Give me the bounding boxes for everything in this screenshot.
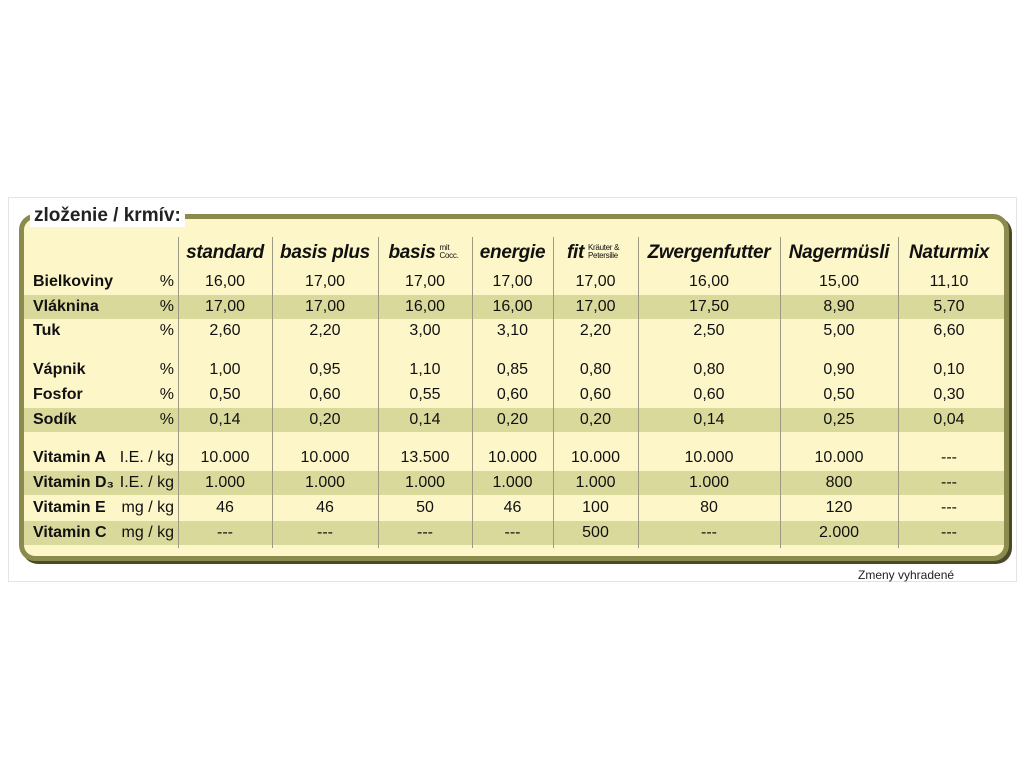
row-unit: % (159, 273, 174, 290)
table-cell: 8,90 (823, 298, 855, 315)
table-cell: 17,00 (575, 298, 616, 315)
table-cell: 17,00 (404, 273, 446, 290)
table-cell: 5,00 (823, 322, 855, 339)
column-header-note: mit Cocc. (439, 243, 459, 260)
row-label: Sodík (33, 411, 77, 428)
column-header-label: Naturmix (909, 242, 989, 263)
table-cell: 120 (825, 499, 853, 516)
table-cell: 15,00 (818, 273, 860, 290)
table-cell: 0,60 (693, 386, 725, 403)
row-label: Vitamin A (33, 449, 106, 466)
table-cell: --- (417, 524, 433, 541)
row-label: Vláknina (33, 298, 99, 315)
table-cell: 17,50 (688, 298, 730, 315)
table-cell: 1,00 (209, 361, 241, 378)
table-cell: 0,20 (579, 411, 612, 428)
table-cell: 1,10 (409, 361, 441, 378)
row-unit: % (159, 361, 174, 378)
table-cell: 10.000 (684, 449, 734, 466)
table-cell: 0,30 (933, 386, 965, 403)
row-unit: % (159, 298, 174, 315)
column-header (272, 237, 378, 269)
table-cell: 800 (825, 474, 853, 491)
table-cell: 2,50 (693, 322, 725, 339)
table-cell: 1.000 (404, 474, 446, 491)
row-unit: % (159, 386, 174, 403)
table-cell: 11,10 (929, 273, 969, 290)
row-unit: % (159, 411, 174, 428)
table-cell: 0,50 (209, 386, 241, 403)
column-header-note: Kräuter & Petersilie (588, 243, 620, 260)
column-header (553, 237, 638, 269)
table-cell: 3,00 (409, 322, 441, 339)
table-cell: 0,55 (409, 386, 441, 403)
table-cell: 0,04 (933, 411, 965, 428)
table-cell: 80 (700, 499, 718, 516)
table-cell: 3,10 (496, 322, 529, 339)
table-cell: 5,70 (933, 298, 965, 315)
row-unit: I.E. / kg (119, 449, 174, 466)
table-cell: 2,20 (309, 322, 341, 339)
table-cell: 0,25 (823, 411, 855, 428)
table-cell: 17,00 (492, 273, 533, 290)
table-title: zloženie / krmív: (30, 205, 185, 227)
table-cell: 17,00 (304, 273, 346, 290)
table-cell: 10.000 (200, 449, 250, 466)
table-cell: 2,20 (579, 322, 612, 339)
row-label: Tuk (33, 322, 61, 339)
column-header (178, 237, 272, 269)
table-cell: 0,10 (933, 361, 965, 378)
table-cell: 10.000 (814, 449, 864, 466)
row-label: Bielkoviny (33, 273, 114, 290)
table-cell: 100 (582, 499, 609, 516)
table-cell: 10.000 (571, 449, 620, 466)
row-unit: % (159, 322, 174, 339)
row-label: Vitamin C (33, 524, 107, 541)
row-unit: I.E. / kg (119, 474, 174, 491)
table-cell: --- (941, 524, 957, 541)
table-cell: 16,00 (492, 298, 533, 315)
row-label: Vápnik (33, 361, 86, 378)
table-cell: --- (317, 524, 333, 541)
table-cell: 46 (503, 499, 522, 516)
table-cell: 17,00 (204, 298, 246, 315)
table-cell: 0,50 (823, 386, 855, 403)
table-cell: 46 (316, 499, 334, 516)
table-cell: 0,95 (309, 361, 341, 378)
table-cell: --- (504, 524, 521, 541)
table-cell: 17,00 (575, 273, 616, 290)
table-cell: --- (701, 524, 717, 541)
column-header-label: basis plus (280, 242, 370, 263)
row-unit: mg / kg (121, 499, 174, 516)
table-cell: 0,20 (496, 411, 529, 428)
column-header (472, 237, 553, 269)
column-header (780, 237, 898, 269)
table-cell: --- (941, 449, 957, 466)
table-cell: --- (941, 474, 957, 491)
row-label: Fosfor (33, 386, 83, 403)
table-cell: 0,60 (309, 386, 341, 403)
footnote: Zmeny vyhradené (858, 568, 955, 582)
table-cell: 0,14 (209, 411, 241, 428)
table-cell: 0,85 (496, 361, 529, 378)
table-cell: 16,00 (404, 298, 446, 315)
table-cell: 50 (416, 499, 434, 516)
row-unit: mg / kg (121, 524, 174, 541)
table-cell: 0,90 (823, 361, 855, 378)
table-cell: 16,00 (688, 273, 730, 290)
table-cell: 500 (582, 524, 609, 541)
table-cell: 0,60 (496, 386, 529, 403)
column-header-label: Nagermüsli (788, 242, 890, 263)
table-cell: --- (941, 499, 957, 516)
table-cell: 46 (216, 499, 234, 516)
table-cell: 2.000 (818, 524, 860, 541)
column-header (638, 237, 780, 269)
table-cell: 17,00 (304, 298, 346, 315)
table-cell: 1.000 (204, 474, 246, 491)
table-cell: 13.500 (400, 449, 450, 466)
table-cell: 2,60 (209, 322, 241, 339)
column-header-label: standard (186, 242, 264, 263)
table-cell: 0,80 (693, 361, 725, 378)
table-cell: 10.000 (300, 449, 350, 466)
column-header (378, 237, 472, 269)
table-cell: 6,60 (933, 322, 965, 339)
table-cell: 1.000 (575, 474, 616, 491)
column-header-label: basis (388, 242, 436, 263)
table-cell: 1.000 (492, 474, 533, 491)
table-cell: 0,80 (579, 361, 612, 378)
table-cell: 1.000 (688, 474, 730, 491)
column-header-label: Zwergenfutter (647, 242, 771, 263)
row-label: Vitamin E (33, 499, 106, 516)
column-header-label: fit (566, 242, 585, 263)
table-cell: 0,20 (309, 411, 341, 428)
table-cell: 1.000 (304, 474, 346, 491)
row-label: Vitamin D₃ (33, 474, 114, 491)
table-cell: --- (217, 524, 233, 541)
table-cell: 10.000 (488, 449, 537, 466)
table-cell: 16,00 (204, 273, 246, 290)
table-cell: 0,60 (579, 386, 612, 403)
table-cell: 0,14 (409, 411, 441, 428)
column-header (898, 237, 1000, 269)
table-cell: 0,14 (693, 411, 725, 428)
column-header-label: energie (479, 242, 546, 263)
